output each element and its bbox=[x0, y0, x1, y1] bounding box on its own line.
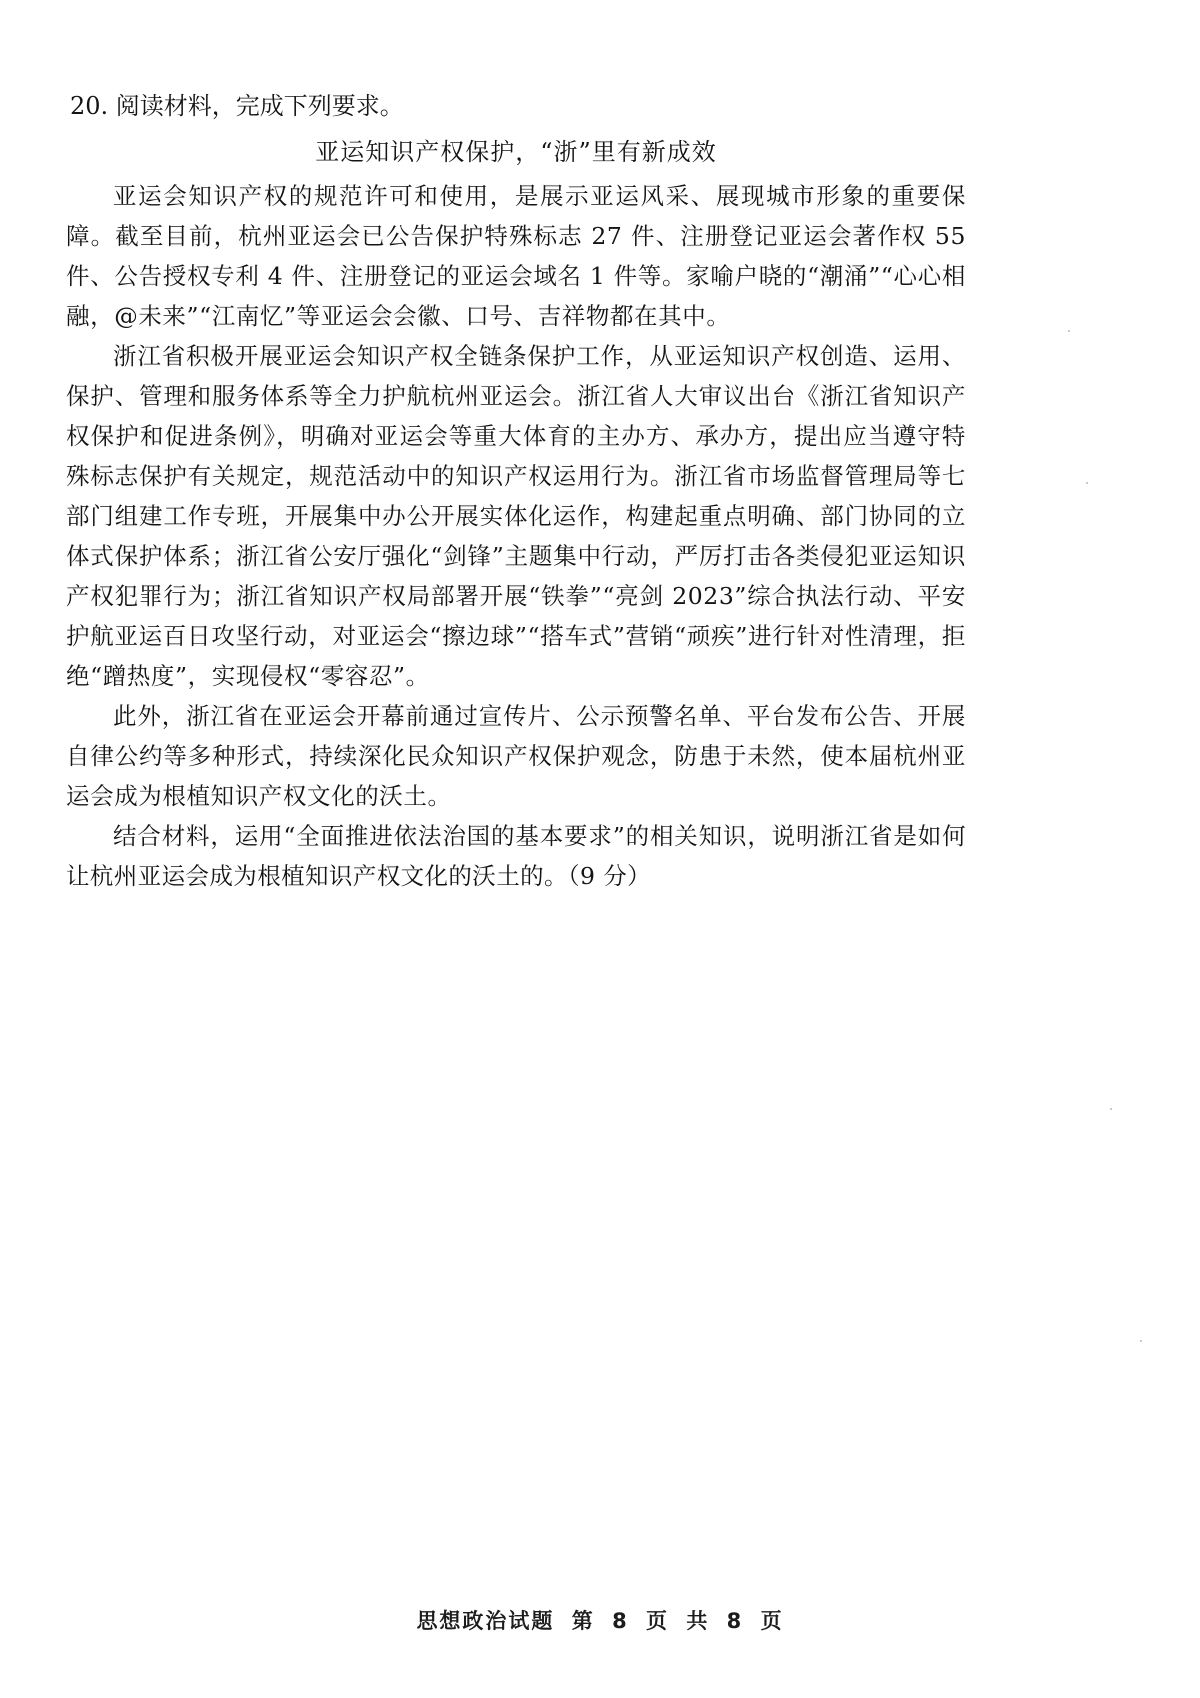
footer-total-prefix: 共 bbox=[686, 1609, 710, 1633]
article-paragraph-1: 亚运会知识产权的规范许可和使用，是展示亚运风采、展现城市形象的重要保障。截至目前，杭州亚运会已公告保护特殊标志 27 件、注册登记亚运会著作权 55 件、公告授权专利 4 件、注册登记的亚运会域名 1 件等。家喻户晓的“潮涌”“心心相融，@未来”“江南忆”等亚运会会徽、口号、吉祥物都在其中。 bbox=[66, 182, 966, 330]
article-title: 亚运知识产权保护，“浙”里有新成效 bbox=[315, 138, 717, 166]
page-footer bbox=[0, 1605, 1200, 1635]
scan-speck bbox=[1110, 1108, 1112, 1110]
article-paragraph-3: 此外，浙江省在亚运会开幕前通过宣传片、公示预警名单、平台发布公告、开展自律公约等多种形式，持续深化民众知识产权保护观念，防患于未然，使本届杭州亚运会成为根植知识产权文化的沃土。 bbox=[66, 702, 966, 810]
question-heading: 20. 阅读材料，完成下列要求。 bbox=[70, 92, 404, 120]
footer-page-prefix: 第 bbox=[571, 1609, 595, 1633]
article-paragraph-2: 浙江省积极开展亚运会知识产权全链条保护工作，从亚运知识产权创造、运用、保护、管理和服务体系等全力护航杭州亚运会。浙江省人大审议出台《浙江省知识产权保护和促进条例》，明确对亚运会等重大体育的主办方、承办方，提出应当遵守特殊标志保护有关规定，规范活动中的知识产权运用行为。浙江省市场监督管理局等七部门组建工作专班，开展集中办公开展实体化运作，构建起重点明确、部门协同的立体式保护体系；浙江省公安厅强化“剑锋”主题集中行动，严厉打击各类侵犯亚运知识产权犯罪行为；浙江省知识产权局部署开展“铁拳”“亮剑 2023”综合执法行动、平安护航亚运百日攻坚行动，对亚运会“擦边球”“搭车式”营销“顽疾”进行针对性清理，拒绝“蹭热度”，实现侵权“零容忍”。 bbox=[66, 342, 966, 690]
footer-page-unit: 页 bbox=[646, 1609, 669, 1633]
question-task: 结合材料，运用“全面推进依法治国的基本要求”的相关知识，说明浙江省是如何让杭州亚运会成为根植知识产权文化的沃土的。（9 分） bbox=[66, 822, 966, 890]
scan-speck bbox=[1086, 482, 1088, 484]
scan-speck bbox=[1140, 1340, 1142, 1342]
footer-page-number: 8 bbox=[612, 1609, 629, 1633]
footer-subject: 思想政治试题 bbox=[416, 1609, 555, 1633]
footer-total-pages: 8 bbox=[726, 1609, 744, 1633]
scan-speck bbox=[1068, 330, 1070, 332]
footer-total-unit: 页 bbox=[760, 1609, 784, 1633]
page-content bbox=[66, 86, 966, 896]
